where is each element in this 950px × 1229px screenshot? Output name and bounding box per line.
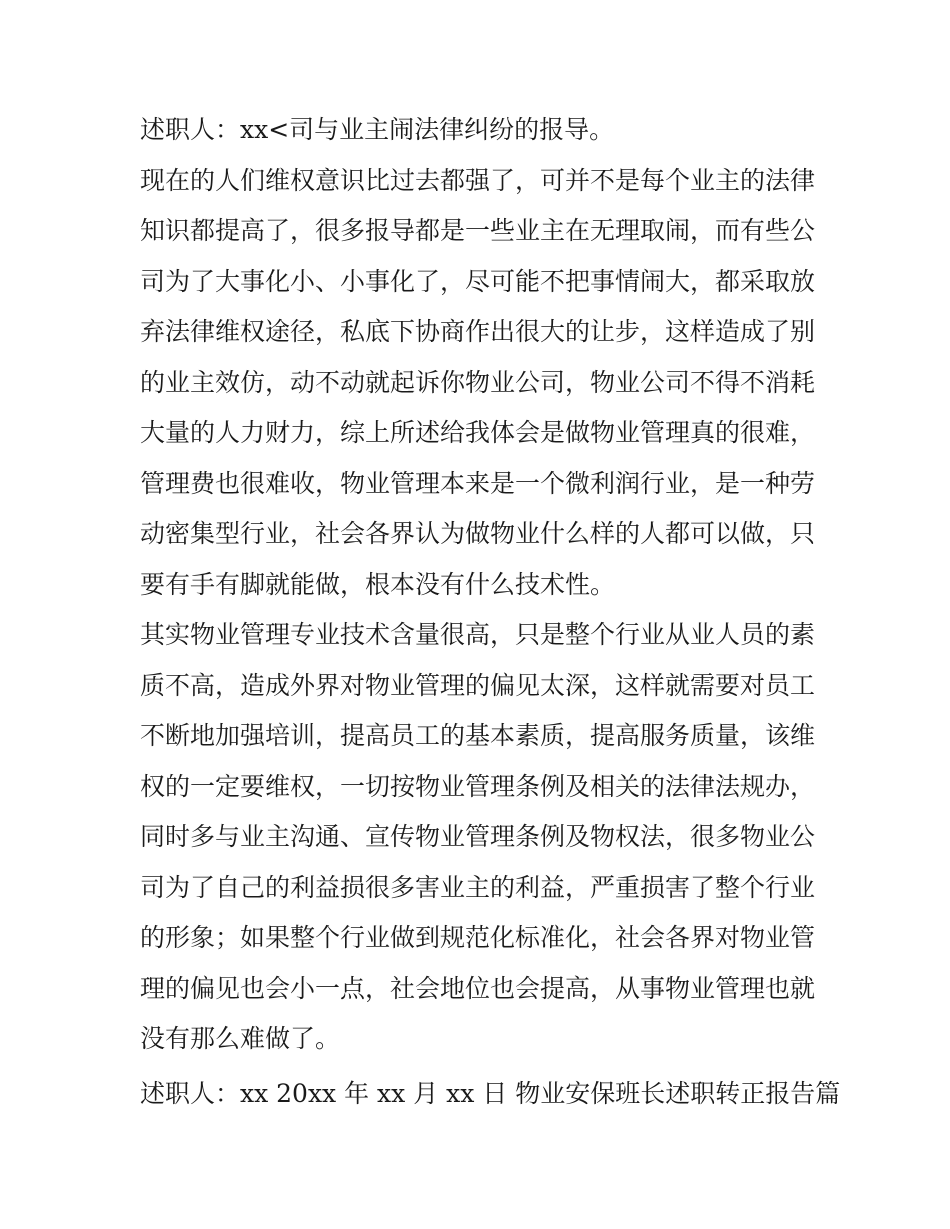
- text-line: 其实物业管理专业技术含量很高，只是整个行业从业人员的素: [140, 620, 816, 649]
- text-line: 质不高，造成外界对物业管理的偏见太深，这样就需要对员工: [140, 671, 816, 700]
- text-line: 现在的人们维权意识比过去都强了，可并不是每个业主的法律: [140, 166, 816, 195]
- text-line: 要有手有脚就能做，根本没有什么技术性。: [140, 570, 616, 599]
- text-line: 没有那么难做了。: [140, 1024, 341, 1053]
- text-line: 述职人：xx 20xx 年 xx 月 xx 日 物业安保班长述职转正报告篇: [140, 1079, 841, 1108]
- text-line: 不断地加强培训，提高员工的基本素质，提高服务质量，该维: [140, 721, 816, 750]
- text-line: 大量的人力财力，综上所述给我体会是做物业管理真的很难，: [140, 418, 816, 447]
- text-line: 知识都提高了，很多报导都是一些业主在无理取闹，而有些公: [140, 216, 816, 245]
- text-line: 同时多与业主沟通、宣传物业管理条例及物权法，很多物业公: [140, 822, 816, 851]
- text-line: 权的一定要维权，一切按物业管理条例及相关的法律法规办，: [140, 772, 816, 801]
- text-line: 司为了大事化小、小事化了，尽可能不把事情闹大，都采取放: [140, 267, 816, 296]
- text-line: 理的偏见也会小一点，社会地位也会提高，从事物业管理也就: [140, 974, 816, 1003]
- text-line: 动密集型行业，社会各界认为做物业什么样的人都可以做，只: [140, 519, 816, 548]
- text-line: 的业主效仿，动不动就起诉你物业公司，物业公司不得不消耗: [140, 368, 816, 397]
- text-line: 司为了自己的利益损很多害业主的利益，严重损害了整个行业: [140, 873, 816, 902]
- text-line: 弃法律维权途径，私底下协商作出很大的让步，这样造成了别: [140, 317, 816, 346]
- text-line: 管理费也很难收，物业管理本来是一个微利润行业，是一种劳: [140, 469, 816, 498]
- text-line: 述职人：xx<司与业主闹法律纠纷的报导。: [140, 115, 615, 144]
- text-line: 的形象；如果整个行业做到规范化标准化，社会各界对物业管: [140, 923, 816, 952]
